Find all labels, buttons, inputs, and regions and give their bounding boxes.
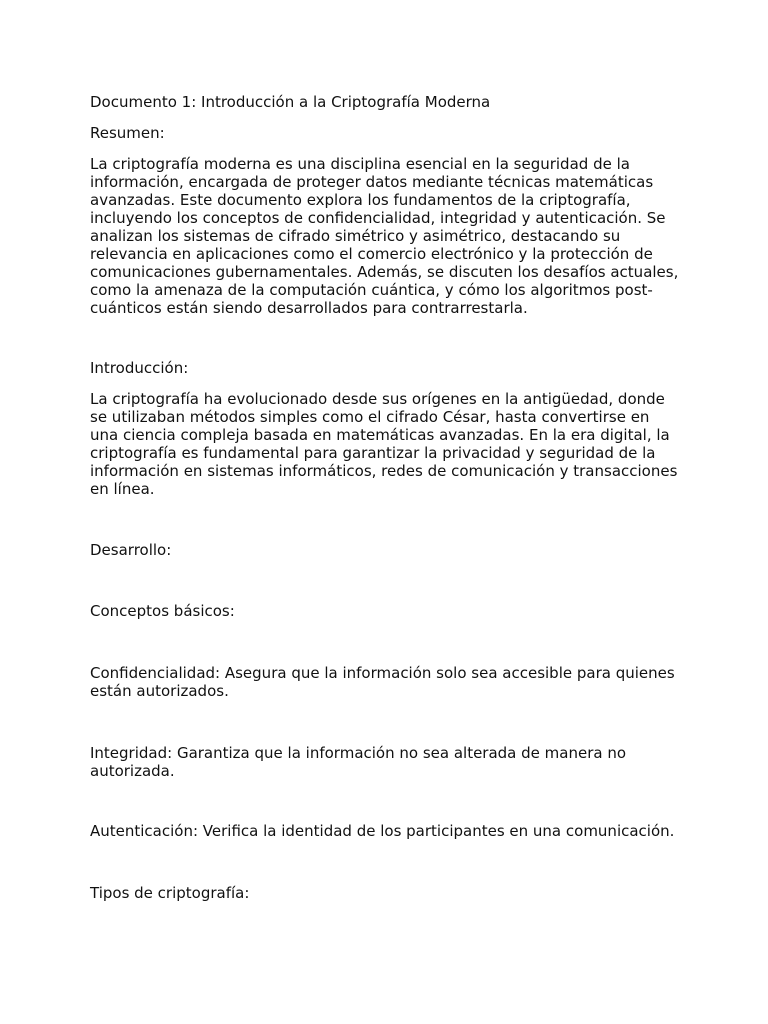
- development-heading: Desarrollo:: [90, 541, 172, 559]
- introduction-heading: Introducción:: [90, 359, 189, 377]
- authentication-item: Autenticación: Verifica la identidad de los participantes en una comunicación.: [90, 822, 675, 840]
- integrity-item: Integridad: Garantiza que la información no sea alterada de manera no autorizada.: [90, 744, 627, 780]
- summary-paragraph: La criptografía moderna es una disciplina esencial en la seguridad de la información, encargada de proteger datos mediante técnicas matemáticas avanzadas. Este documento explora los fundamentos de la criptografía, incluyendo los conceptos de confidencialidad, integridad y autenticación. Se analizan los sistemas de cifrado simétrico y asimétrico, destacando su relevancia en aplicaciones como el comercio electrónico y la protección de comunicaciones gubernamentales. Además, se discuten los desafíos actuales, como la amenaza de la computación cuántica, y cómo los algoritmos post-cuánticos están siendo desarrollados para contrarrestarla.: [90, 155, 679, 317]
- introduction-paragraph: La criptografía ha evolucionado desde sus orígenes en la antigüedad, donde se utilizaban métodos simples como el cifrado César, hasta convertirse en una ciencia compleja basada en matemáticas avanzadas. En la era digital, la criptografía es fundamental para garantizar la privacidad y seguridad de la información en sistemas informáticos, redes de comunicación y transacciones en línea.: [90, 390, 678, 498]
- cryptography-types-heading: Tipos de criptografía:: [90, 884, 250, 902]
- confidentiality-item: Confidencialidad: Asegura que la información solo sea accesible para quienes están autorizados.: [90, 664, 675, 700]
- summary-heading: Resumen:: [90, 124, 165, 142]
- basic-concepts-heading: Conceptos básicos:: [90, 602, 235, 620]
- document-title: Documento 1: Introducción a la Criptografía Moderna: [90, 93, 491, 111]
